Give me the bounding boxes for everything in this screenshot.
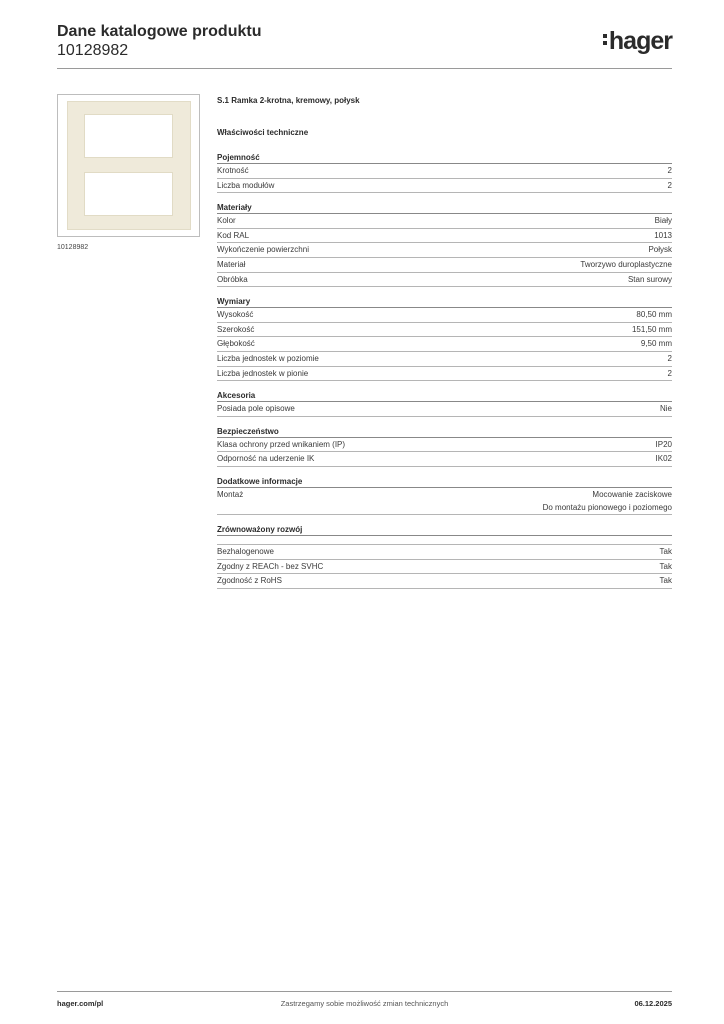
spec-value: Tak (659, 561, 672, 571)
spec-label: Krotność (217, 166, 249, 175)
spec-label: Zgodny z REACh - bez SVHC (217, 561, 324, 571)
spec-value: Stan surowy (627, 274, 672, 284)
spec-value: IK02 (655, 454, 672, 464)
hager-logo (603, 28, 672, 54)
spec-row (217, 164, 672, 179)
spec-label: Obróbka (217, 274, 248, 284)
spec-section (217, 476, 672, 515)
spec-section (217, 296, 672, 381)
spec-section (217, 152, 672, 193)
footer-date: 06.12.2025 (634, 999, 672, 1008)
spec-row (217, 560, 672, 575)
spec-row (217, 574, 672, 589)
spec-content (217, 96, 672, 598)
logo-text: hager (608, 27, 672, 55)
spec-row (217, 337, 672, 352)
spec-value: Tak (659, 576, 672, 586)
spec-value: 2 (667, 180, 672, 190)
section-title: Zrównoważony rozwój (217, 524, 672, 536)
spec-row (217, 308, 672, 323)
spec-value: Biały (654, 216, 672, 226)
double-frame-picture (67, 101, 191, 230)
spec-row (217, 367, 672, 382)
spec-row (217, 179, 672, 194)
footer-divider (57, 991, 672, 992)
spec-label: Szerokość (217, 324, 255, 334)
section-spacer (217, 536, 672, 545)
spec-value: Tak (659, 546, 672, 556)
spec-value: Nie (659, 404, 672, 414)
spec-label: Posiada pole opisowe (217, 404, 295, 414)
spec-value: 1013 (654, 230, 672, 240)
spec-row (217, 258, 672, 273)
section-title: Dodatkowe informacje (217, 476, 672, 488)
spec-value: 80,50 mm (636, 310, 672, 320)
spec-label: Liczba modułów (217, 180, 275, 190)
spec-value: 2 (667, 166, 672, 175)
spec-value: Połysk (648, 245, 672, 255)
spec-row (217, 352, 672, 367)
spec-row (217, 438, 672, 453)
frame-opening-top (84, 114, 173, 158)
spec-row (217, 402, 672, 417)
page-header (57, 22, 672, 60)
spec-section (217, 524, 672, 589)
spec-label: Bezhalogenowe (217, 546, 274, 556)
spec-row (217, 452, 672, 467)
spec-label: Liczba jednostek w poziomie (217, 353, 319, 363)
specs-heading: Właściwości techniczne (217, 128, 309, 137)
spec-value: Mocowanie zaciskowe Do montażu pionowego i poziomego (542, 489, 672, 512)
spec-section (217, 390, 672, 417)
spec-sections (217, 152, 672, 589)
section-title: Wymiary (217, 296, 672, 308)
spec-label: Klasa ochrony przed wnikaniem (IP) (217, 439, 346, 449)
spec-row (217, 323, 672, 338)
spec-row (217, 229, 672, 244)
footer-note: Zastrzegamy sobie możliwość zmian technicznych (280, 999, 449, 1008)
spec-row (217, 273, 672, 288)
spec-section (217, 426, 672, 467)
spec-section (217, 202, 672, 287)
spec-label: Liczba jednostek w pionie (217, 368, 309, 378)
spec-value: 151,50 mm (631, 324, 672, 334)
logo-dots-icon (603, 34, 607, 45)
product-number: 10128982 (57, 42, 129, 59)
spec-value: Tworzywo duroplastyczne (580, 259, 672, 269)
image-caption: 10128982 (57, 244, 89, 251)
spec-row (217, 545, 672, 560)
footer-url: hager.com/pl (57, 999, 104, 1008)
section-title: Bezpieczeństwo (217, 426, 672, 438)
spec-label: Wykończenie powierzchni (217, 245, 309, 255)
spec-label: Zgodność z RoHS (217, 576, 282, 586)
spec-row (217, 214, 672, 229)
spec-label: Kod RAL (217, 230, 250, 240)
spec-value: IP20 (655, 439, 672, 449)
document-title: Dane katalogowe produktu (57, 23, 262, 40)
spec-label: Odporność na uderzenie IK (217, 454, 315, 464)
section-title: Pojemność (217, 152, 672, 164)
header-divider (57, 68, 672, 69)
spec-label: Kolor (217, 216, 236, 226)
section-title: Materiały (217, 202, 672, 214)
spec-label: Wysokość (217, 310, 254, 320)
spec-value: 9,50 mm (640, 339, 672, 349)
product-name: S.1 Ramka 2-krotna, kremowy, połysk (217, 96, 360, 105)
spec-row (217, 243, 672, 258)
frame-opening-bottom (84, 172, 173, 216)
product-image (57, 94, 200, 237)
section-title: Akcesoria (217, 390, 672, 402)
spec-label: Montaż (217, 489, 244, 499)
spec-value: 2 (667, 353, 672, 363)
spec-label: Głębokość (217, 339, 255, 349)
spec-value: 2 (667, 368, 672, 378)
spec-row (217, 488, 672, 515)
spec-label: Materiał (217, 259, 246, 269)
